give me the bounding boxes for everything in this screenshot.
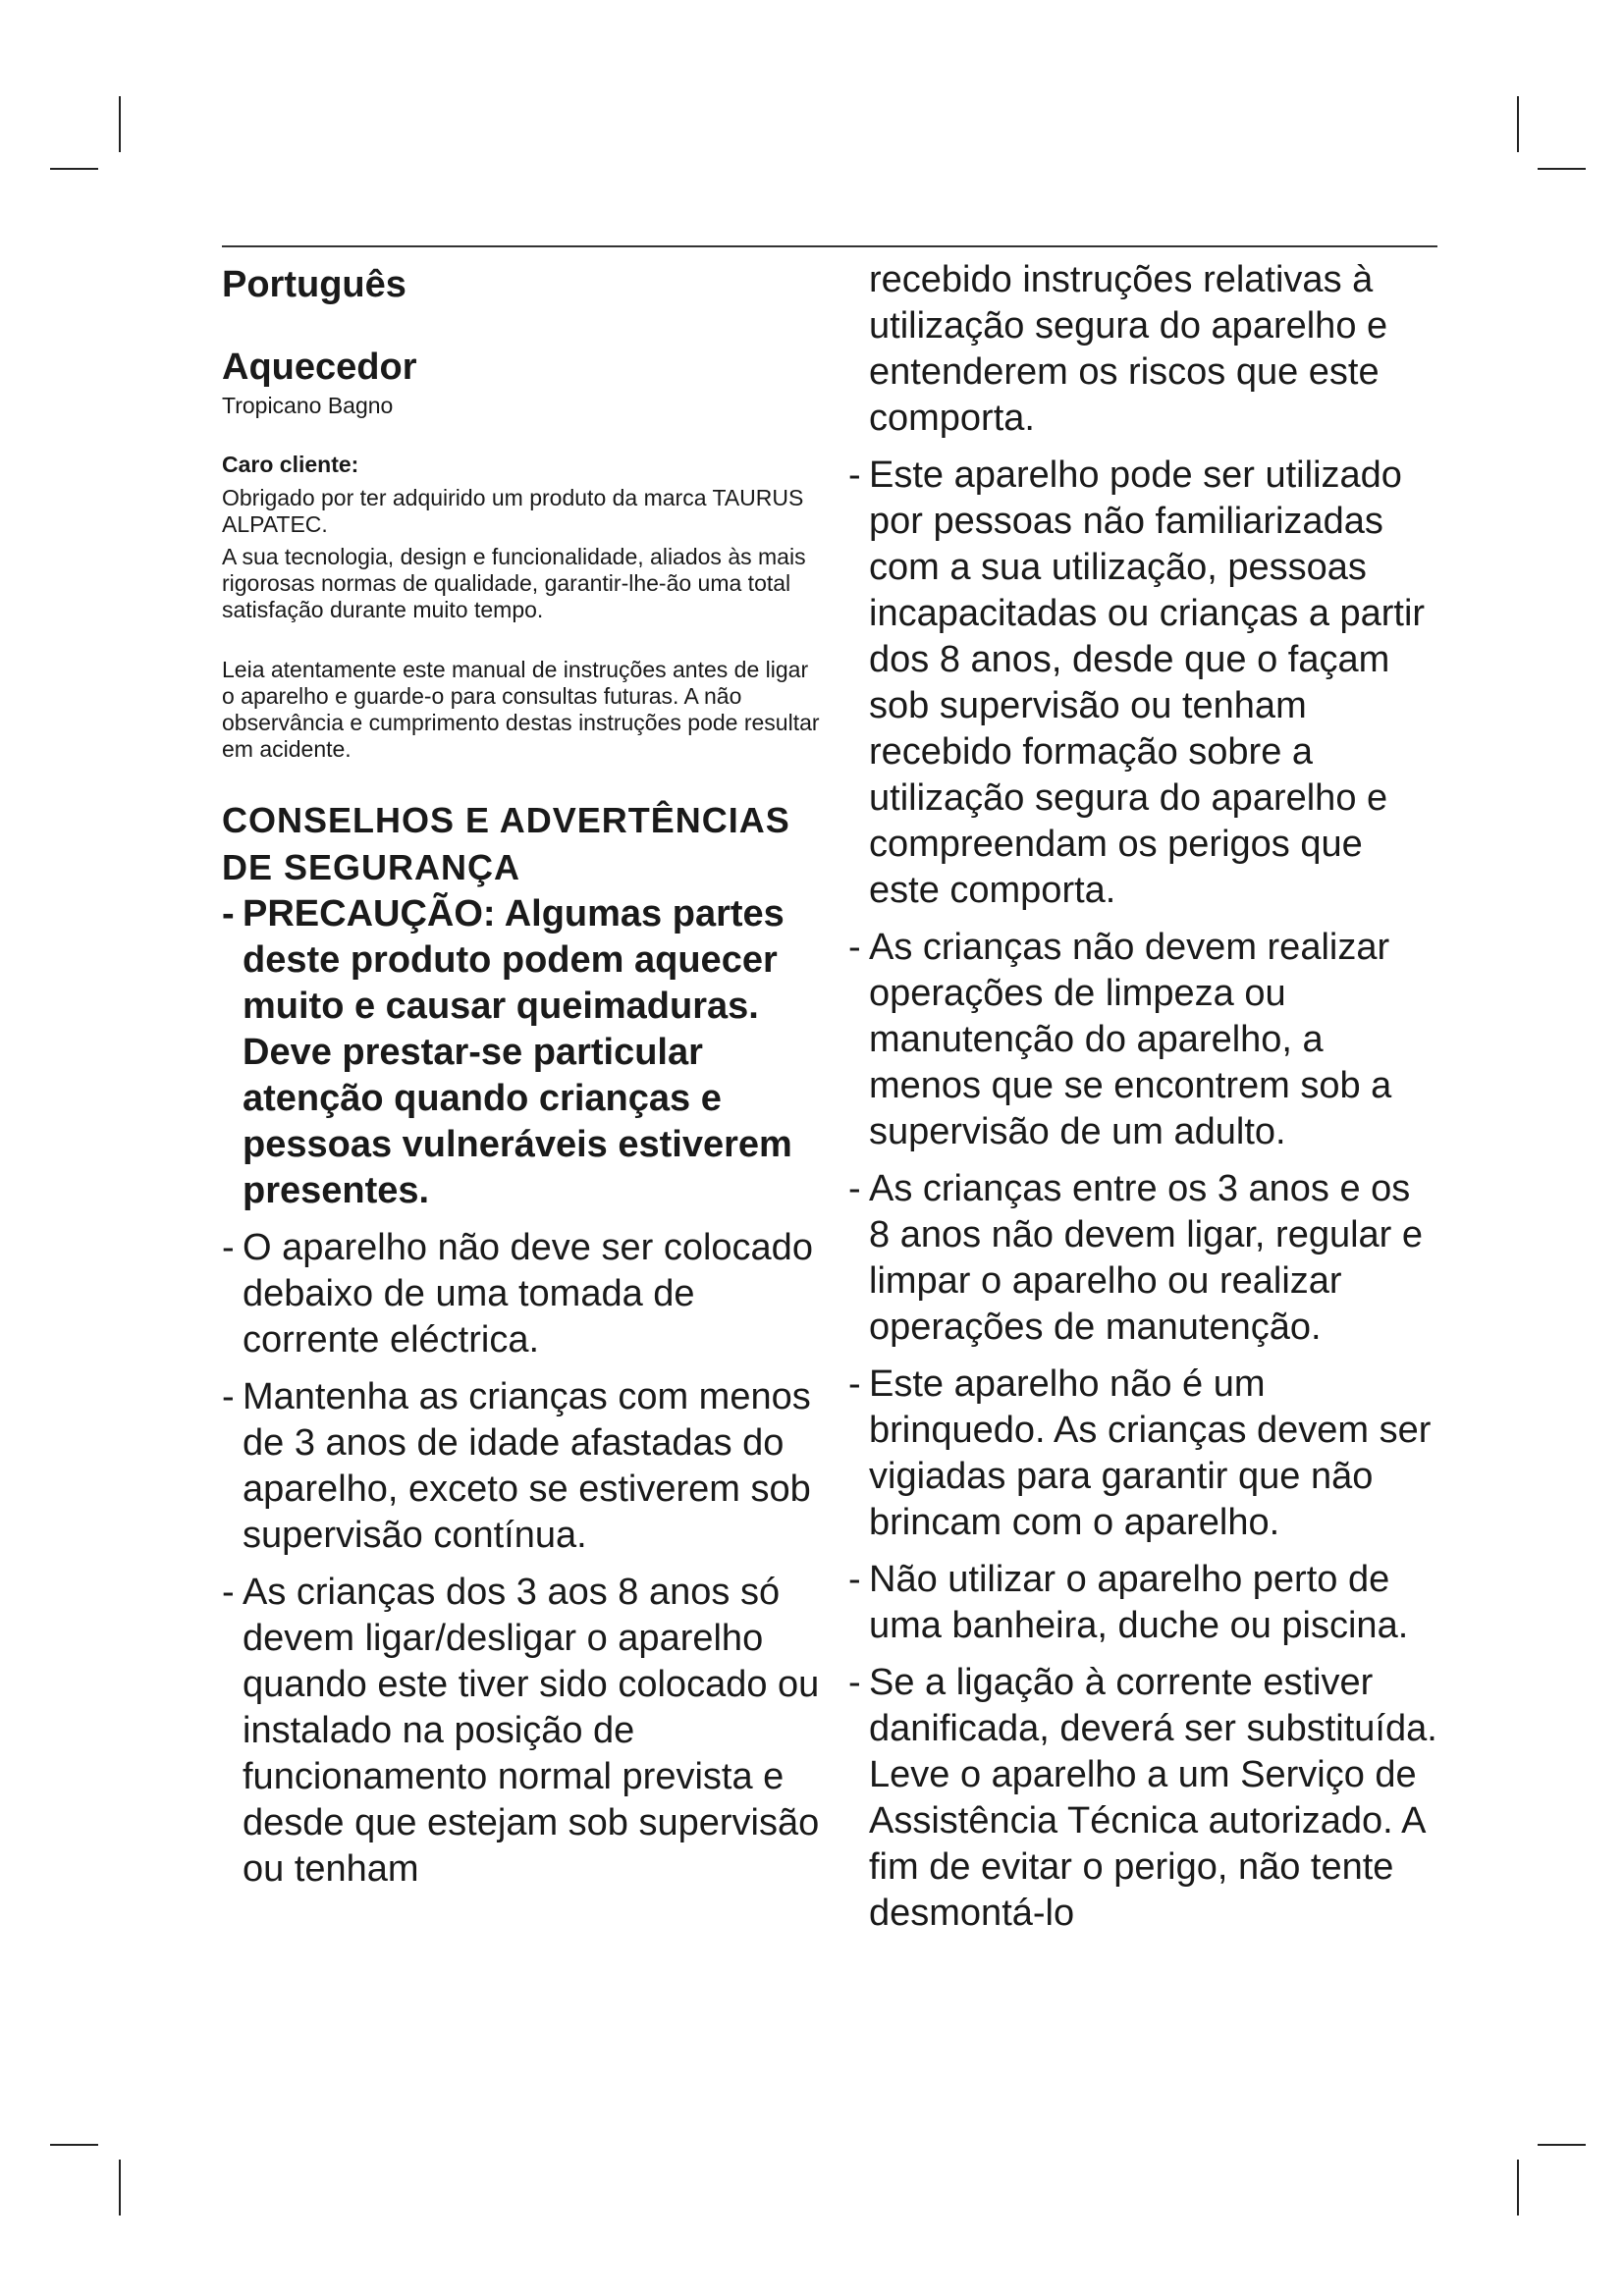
safety-list-right (848, 453, 1437, 1937)
list-item: - As crianças não devem realizar operações de limpeza ou manutenção do aparelho, a menos que se encontrem sob a supervisão de um adulto. (848, 925, 1437, 1155)
product-model: Tropicano Bagno (222, 393, 394, 418)
safety-list-left (222, 891, 821, 1893)
crop-mark (1517, 96, 1519, 152)
list-item: - Mantenha as crianças com menos de 3 anos de idade afastadas do aparelho, exceto se estiverem sob supervisão contínua. (222, 1374, 821, 1559)
warning-item: - PRECAUÇÃO: Algumas partes deste produto podem aquecer muito e causar queimaduras. Deve prestar-se particular atenção quando crianças e pessoas vulneráveis estiverem presentes. (222, 891, 821, 1214)
list-item-continuation: recebido instruções relativas à utilização segura do aparelho e entenderem os riscos que este comporta. (869, 259, 1388, 439)
list-item: - Se a ligação à corrente estiver danificada, deverá ser substituída. Leve o aparelho a um Serviço de Assistência Técnica autorizado. A fim de evitar o perigo, não tente desmontá-lo (848, 1660, 1437, 1937)
greeting: Caro cliente: (222, 452, 359, 477)
list-item: - As crianças entre os 3 anos e os 8 anos não devem ligar, regular e limpar o aparelho ou realizar operações de manutenção. (848, 1166, 1437, 1351)
crop-mark (1517, 2160, 1519, 2216)
list-item: - Este aparelho pode ser utilizado por pessoas não familiarizadas com a sua utilização, pessoas incapacitadas ou crianças a partir dos 8 anos, desde que o façam sob supervisão ou tenham recebido formação sobre a utilização segura do aparelho e compreendam os perigos que este comporta. (848, 453, 1437, 914)
list-item: - As crianças dos 3 aos 8 anos só devem ligar/desligar o aparelho quando este tiver sido colocado ou instalado na posição de funcionamento normal prevista e desde que estejam sob supervisão ou tenham (222, 1570, 821, 1893)
crop-mark (1538, 2144, 1586, 2146)
right-column (848, 257, 1437, 1948)
list-item: - Não utilizar o aparelho perto de uma banheira, duche ou piscina. (848, 1557, 1437, 1649)
crop-mark (50, 2144, 98, 2146)
product-title: Aquecedor (222, 347, 417, 388)
left-column (222, 257, 821, 1903)
list-item: - Este aparelho não é um brinquedo. As crianças devem ser vigiadas para garantir que não brincam com o aparelho. (848, 1362, 1437, 1546)
intro-paragraph: Leia atentamente este manual de instruções antes de ligar o aparelho e guarde-o para consultas futuras. A não observância e cumprimento destas instruções pode resultar em acidente. (222, 657, 820, 762)
language-heading: Português (222, 264, 406, 305)
list-item: - O aparelho não deve ser colocado debaixo de uma tomada de corrente eléctrica. (222, 1225, 821, 1363)
intro-paragraph: Obrigado por ter adquirido um produto da marca TAURUS ALPATEC. (222, 485, 804, 537)
top-rule (222, 245, 1437, 247)
crop-mark (1538, 168, 1586, 170)
crop-mark (119, 2160, 121, 2216)
crop-mark (50, 168, 98, 170)
section-heading: CONSELHOS E ADVERTÊNCIAS DE SEGURANÇA (222, 800, 790, 887)
intro-paragraph: A sua tecnologia, design e funcionalidade, aliados às mais rigorosas normas de qualidade, garantir-lhe-ão uma total satisfação durante muito tempo. (222, 544, 806, 622)
crop-mark (119, 96, 121, 152)
